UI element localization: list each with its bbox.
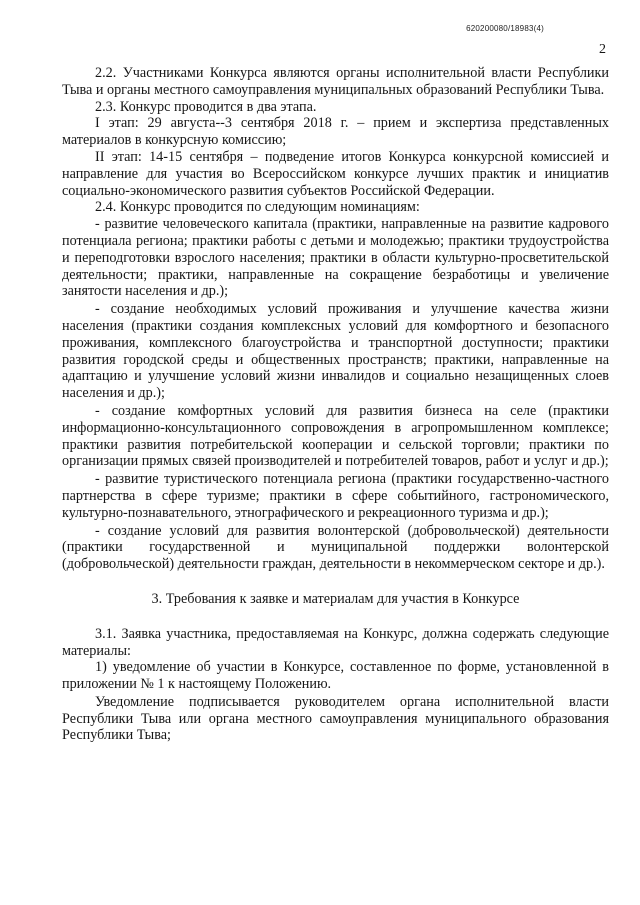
- document-registration-code: 620200080/18983(4): [466, 24, 544, 33]
- paragraph-stage-1: I этап: 29 августа--3 сентября 2018 г. – прием и экспертиза представленных материалов в конкурсную комиссию;: [62, 115, 609, 149]
- paragraph-2-3: 2.3. Конкурс проводится в два этапа.: [95, 98, 317, 115]
- paragraph-3-1: 3.1. Заявка участника, предоставляемая на Конкурс, должна содержать следующие материалы:: [62, 625, 609, 659]
- page-number: 2: [599, 42, 606, 57]
- paragraph-notice-signature: Уведомление подписывается руководителем органа исполнительной власти Республики Тыва или органа местного самоуправления муниципального образования Республики Тыва;: [62, 693, 609, 744]
- paragraph-3-1-item-1: 1) уведомление об участии в Конкурсе, составленное по форме, установленной в приложении № 1 к настоящему Положению.: [62, 659, 609, 693]
- paragraph-2-2: 2.2. Участниками Конкурса являются органы исполнительной власти Республики Тыва и органы местного самоуправления муниципальных образований Республики Тыва.: [62, 65, 609, 98]
- document-body: [62, 65, 609, 744]
- paragraph-2-4: 2.4. Конкурс проводится по следующим номинациям:: [95, 199, 420, 216]
- nomination-rural-business: - создание комфортных условий для развития бизнеса на селе (практики информационно-консультационного сопровождения в агропромышленном комплексе; практики развития потребительской кооперации и сельской торговли; практики по организации прямых связей производителей и потребителей товаров, работ и услуг и др.);: [62, 402, 609, 470]
- nomination-human-capital: - развитие человеческого капитала (практики, направленные на развитие кадрового потенциала региона; практики работы с детьми и молодежью; практики трудоустройства и переподготовки взрослого населения; практики в области культурно-просветительской деятельности; практики, направленные на сокращение безработицы и увеличение занятости населения и др.);: [62, 216, 609, 300]
- nomination-living-conditions: - создание необходимых условий проживания и улучшение качества жизни населения (практики создания комплексных условий для комфортного и безопасного проживания, комплексного благоустройства и транспортной доступности; практики развития городской среды и общественных пространств; практики, направленные на адаптацию и улучшение условий жизни инвалидов и социально незащищенных слоев населения и др.);: [62, 301, 609, 402]
- paragraph-stage-2: II этап: 14-15 сентября – подведение итогов Конкурса конкурсной комиссией и направление для участия во Всероссийском конкурсе лучших практик и инициатив социально-экономического развития субъектов Российской Федерации.: [62, 148, 609, 199]
- section-3-heading: 3. Требования к заявке и материалам для участия в Конкурсе: [151, 590, 520, 607]
- nomination-tourism: - развитие туристического потенциала региона (практики государственно-частного партнерства в сфере туризме; практики в сфере событийного, гастрономического, культурно-познавательного, этнографического и рекреационного туризма и др.);: [62, 471, 609, 521]
- nomination-volunteering: - создание условий для развития волонтерской (добровольческой) деятельности (практики государственной и муниципальной поддержки волонтерской (добровольческой) деятельности граждан, деятельности в некоммерческом секторе и др.).: [62, 522, 609, 573]
